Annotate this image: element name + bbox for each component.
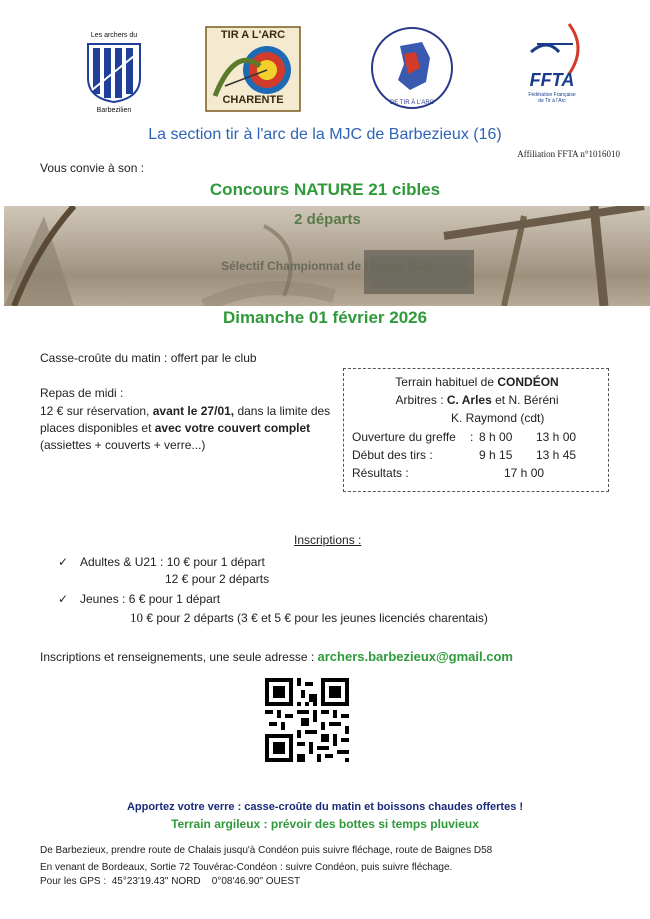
lunch-deadline: avant le 27/01,: [152, 404, 235, 418]
check-icon-adultes: ✓: [58, 555, 69, 569]
schedule-row-tirs-t2: 13 h 45: [536, 448, 577, 462]
comite-regional-logo: [370, 24, 454, 112]
lunch-title: Repas de midi :: [40, 386, 124, 400]
schedule-row-tirs-t1: 9 h 15: [479, 448, 513, 462]
inscriptions-title: Inscriptions :: [294, 533, 362, 547]
archers-logo-top-text: Les archers du: [90, 32, 138, 39]
contact-email[interactable]: archers.barbezieux@gmail.com: [317, 649, 513, 664]
lunch-cutlery: avec votre couvert complet: [154, 421, 311, 435]
comite-logo-bottom-text: DE TIR À L'ARC: [389, 100, 435, 106]
qr-code[interactable]: [265, 678, 349, 762]
adultes-price-2: 12 € pour 2 départs: [165, 572, 270, 586]
tir-arc-logo-top-text: TIR A L'ARC: [220, 29, 286, 41]
lunch-details: [40, 403, 340, 454]
terrain-line: [344, 375, 610, 389]
jeunes-price: Jeunes : 6 € pour 1 départ: [80, 592, 221, 606]
arbitre-bereni: et N. Béréni: [491, 393, 559, 407]
contact-line: [40, 649, 513, 664]
schedule-row-greffe-label: Ouverture du greffe: [352, 430, 456, 444]
affiliation-number: Affiliation FFTA n°1016010: [517, 149, 620, 159]
archers-barbezilien-logo: [82, 32, 146, 118]
shield-icon: [86, 42, 142, 104]
forest-banner-image: [4, 206, 650, 306]
arbitres-line: [344, 393, 610, 407]
schedule-row-tirs-label: Début des tirs :: [352, 448, 433, 462]
bring-glass-notice: Apportez votre verre : casse-croûte du matin et boissons chaudes offertes !: [126, 801, 524, 813]
muddy-ground-notice: Terrain argileux : prévoir des bottes si temps pluvieux: [171, 817, 479, 831]
info-box: [343, 368, 609, 492]
jeunes-price-2-text: € pour 2 départs (3 € et 5 € pour les jeunes licenciés charentais): [143, 611, 488, 625]
contact-text: Inscriptions et renseignements, une seule adresse :: [40, 650, 318, 664]
lunch-price: 12 € sur réservation,: [40, 404, 153, 418]
schedule-row-greffe-sep: :: [470, 430, 474, 444]
arbitres-prefix: Arbitres :: [395, 393, 447, 407]
departs-count: 2 départs: [294, 211, 361, 228]
page-title: La section tir à l'arc de la MJC de Barbezieux (16): [148, 126, 502, 143]
event-date: Dimanche 01 février 2026: [222, 308, 428, 327]
selectif-championnat: Sélectif Championnat de France 2026: [221, 259, 434, 273]
ffta-logo: [513, 18, 591, 106]
ffta-logo-sub2: de Tir à l'Arc: [538, 98, 566, 104]
ffta-archer-icon: [513, 18, 591, 78]
directions-bordeaux: En venant de Bordeaux, Sortie 72 Touvérac-Condéon : suivre Condéon, puis suivre fléchage.: [40, 862, 453, 873]
lunch-availability: dans la limite des places disponibles et: [40, 404, 331, 435]
schedule-row-resultats-label: Résultats :: [352, 466, 409, 480]
adultes-price: Adultes & U21 : 10 € pour 1 départ: [80, 555, 265, 569]
directions-barbezieux: De Barbezieux, prendre route de Chalais jusqu'à Condéon puis suivre fléchage, route de Baignes D58: [40, 845, 493, 856]
ffta-logo-sub1: Fédération Française: [528, 92, 576, 98]
gps-coordinates: Pour les GPS : 45°23'19.43" NORD 0°08'46.90" OUEST: [40, 876, 301, 887]
schedule-row-greffe-t1: 8 h 00: [479, 430, 513, 444]
tir-arc-charente-logo: [205, 26, 301, 112]
schedule-row-greffe-t2: 13 h 00: [536, 430, 577, 444]
jeunes-price-2-amount: 10: [130, 610, 143, 625]
invite-text: Vous convie à son :: [40, 161, 145, 175]
archers-logo-bottom-text: Barbezilien: [96, 107, 132, 114]
arbitre-raymond: K. Raymond (cdt): [451, 411, 545, 425]
ffta-logo-name: FFTA: [529, 70, 575, 90]
terrain-prefix: Terrain habituel de: [395, 375, 498, 389]
event-title: Concours NATURE 21 cibles: [209, 180, 441, 199]
arbitre-arles: C. Arles: [446, 393, 492, 407]
breakfast-text: Casse-croûte du matin : offert par le club: [40, 351, 257, 365]
jeunes-price-2: [130, 610, 488, 626]
lunch-cutlery-detail: (assiettes + couverts + verre...): [40, 438, 206, 452]
region-map-icon: [370, 24, 454, 112]
schedule-row-resultats-t1: 17 h 00: [504, 466, 545, 480]
tir-arc-logo-bottom-text: CHARENTE: [222, 94, 284, 106]
check-icon-jeunes: ✓: [58, 592, 69, 606]
terrain-name: CONDÉON: [497, 375, 559, 389]
